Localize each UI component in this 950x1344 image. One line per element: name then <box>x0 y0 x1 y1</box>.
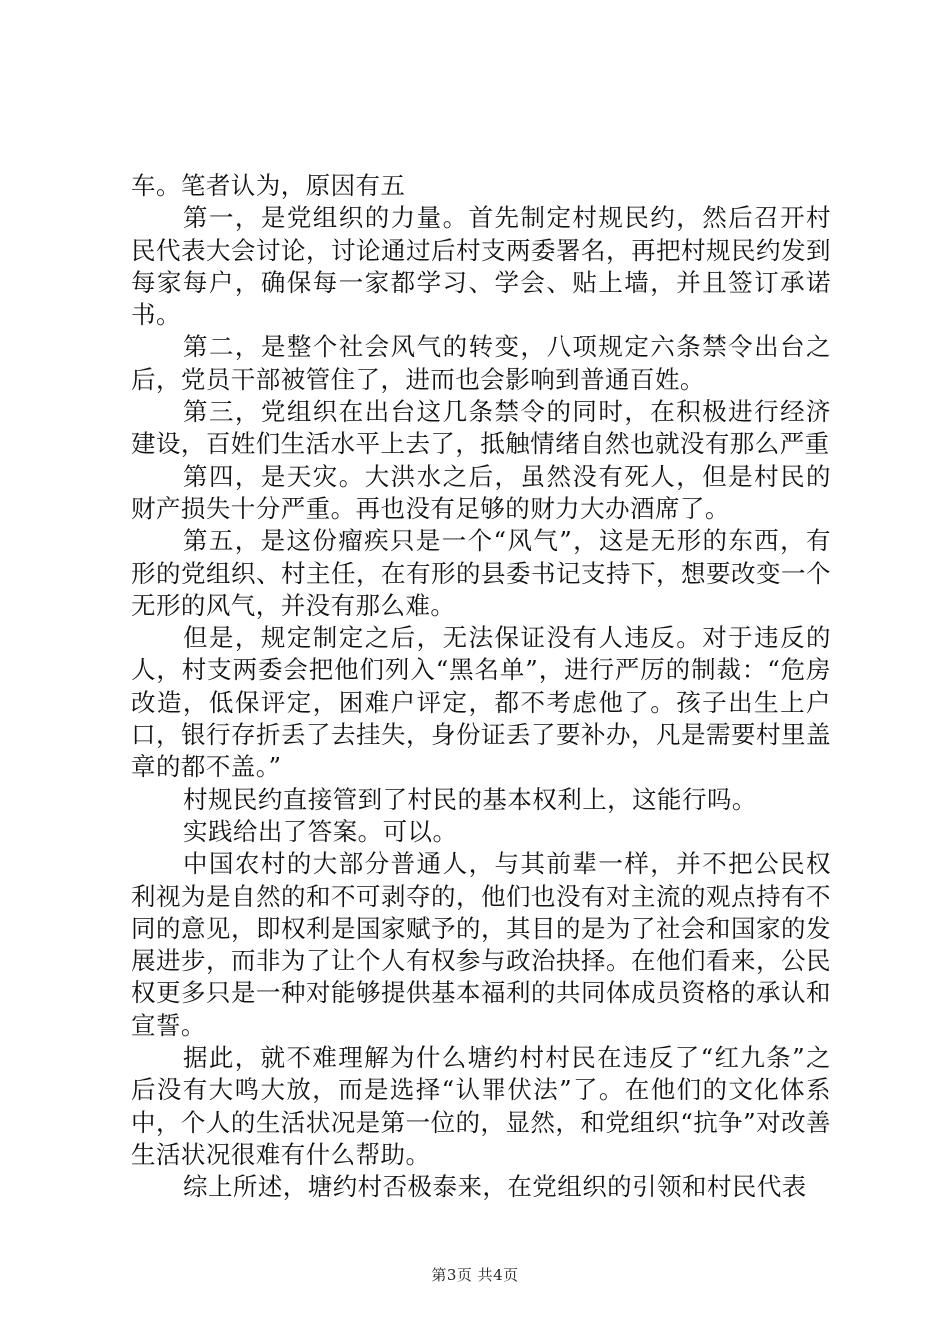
document-body <box>131 170 831 1204</box>
paragraph: 实践给出了答案。可以。 <box>183 816 458 846</box>
page-number-label: 第3页 共4页 <box>431 1266 519 1284</box>
paragraph: 中国农村的大部分普通人，与其前辈一样，并不把公民权利视为是自然的和不可剥夺的，他们也没有对主流的观点持有不同的意见，即权利是国家赋予的，其目的是为了社会和国家的发展进步，而非为了让个人有权参与政治抉择。在他们看来，公民权更多只是一种对能够提供基本福利的共同体成员资格的承认和宣誓。 <box>131 849 831 1040</box>
paragraph: 第五，是这份瘤疾只是一个“风气”，这是无形的东西，有形的党组织、村主任，在有形的县委书记支持下，想要改变一个无形的风气，并没有那么难。 <box>131 526 831 620</box>
paragraph: 但是，规定制定之后，无法保证没有人违反。对于违反的人，村支两委会把他们列入“黑名单”，进行严厉的制裁：“危房改造，低保评定，困难户评定，都不考虑他了。孩子出生上户口，银行存折丢了去挂失，身份证丢了要补办，凡是需要村里盖章的都不盖。” <box>131 623 831 782</box>
paragraph: 村规民约直接管到了村民的基本权利上，这能行吗。 <box>183 784 757 814</box>
page-footer <box>0 1264 950 1285</box>
paragraph: 第三，党组织在出台这几条禁令的同时，在积极进行经济建设，百姓们生活水平上去了，抵触情绪自然也就没有那么严重 <box>131 397 831 459</box>
paragraph: 车。笔者认为，原因有五 <box>131 171 406 200</box>
paragraph: 综上所述，塘约村否极泰来，在党组织的引领和村民代表 <box>183 1172 807 1202</box>
paragraph: 第一，是党组织的力量。首先制定村规民约，然后召开村民代表大会讨论，讨论通过后村支两委署名，再把村规民约发到每家每户，确保每一家都学习、学会、贴上墙，并且签订承诺书。 <box>131 203 831 330</box>
paragraph: 第二，是整个社会风气的转变，八项规定六条禁令出台之后，党员干部被管住了，进而也会影响到普通百姓。 <box>131 332 831 394</box>
paragraph: 据此，就不难理解为什么塘约村村民在违反了“红九条”之后没有大鸣大放，而是选择“认罪伏法”了。在他们的文化体系中，个人的生活状况是第一位的，显然，和党组织“抗争”对改善生活状况很难有什么帮助。 <box>131 1043 831 1169</box>
paragraph: 第四，是天灾。大洪水之后，虽然没有死人，但是村民的财产损失十分严重。再也没有足够的财力大办酒席了。 <box>131 461 831 523</box>
